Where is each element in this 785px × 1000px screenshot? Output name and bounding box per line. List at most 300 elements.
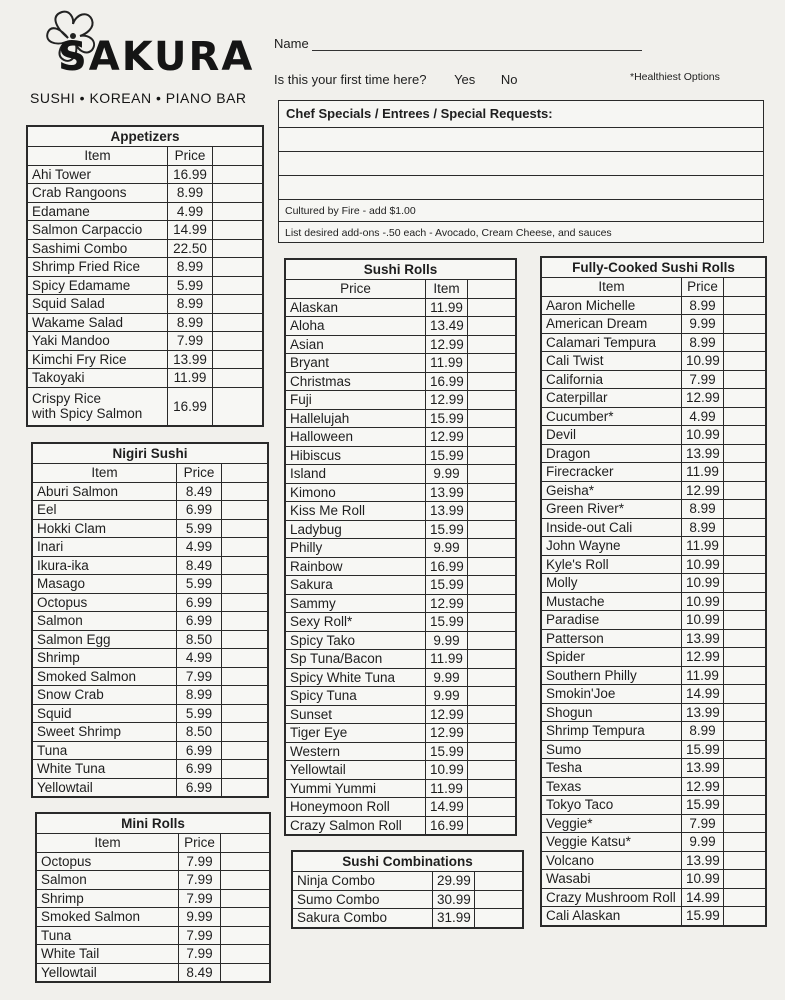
order-qty-cell[interactable] (724, 703, 766, 722)
menu-item-price: 10.99 (682, 574, 724, 593)
order-qty-cell[interactable] (468, 724, 516, 743)
menu-item-name: Texas (542, 777, 682, 796)
order-qty-cell[interactable] (468, 668, 516, 687)
order-qty-cell[interactable] (221, 871, 270, 890)
menu-item-name: Inari (33, 538, 177, 557)
specials-write-line[interactable] (279, 176, 763, 200)
menu-item-price: 13.99 (682, 444, 724, 463)
order-qty-cell[interactable] (213, 295, 263, 314)
menu-row (542, 500, 766, 519)
order-qty-cell[interactable] (468, 557, 516, 576)
menu-row (542, 685, 766, 704)
menu-item-name: Tuna (33, 741, 177, 760)
menu-row (286, 520, 516, 539)
order-qty-cell[interactable] (724, 518, 766, 537)
fully-cooked-title: Fully-Cooked Sushi Rolls (542, 258, 766, 278)
menu-row (286, 483, 516, 502)
order-qty-cell[interactable] (468, 816, 516, 835)
order-qty-cell[interactable] (468, 613, 516, 632)
menu-item-name: Sumo (542, 740, 682, 759)
menu-item-price: 8.99 (682, 518, 724, 537)
menu-item-price: 11.99 (682, 666, 724, 685)
cooked-price-header: Price (682, 278, 724, 297)
order-qty-cell[interactable] (222, 501, 268, 520)
nigiri-item-header: Item (33, 464, 177, 483)
menu-row (28, 295, 263, 314)
menu-item-name: Ikura-ika (33, 556, 177, 575)
menu-row (286, 705, 516, 724)
menu-row (542, 796, 766, 815)
menu-item-name: Halloween (286, 428, 426, 447)
order-qty-cell[interactable] (468, 446, 516, 465)
menu-item-name: Alaskan (286, 298, 426, 317)
menu-item-name: Island (286, 465, 426, 484)
specials-write-line[interactable] (279, 128, 763, 152)
menu-item-name: Octopus (37, 852, 179, 871)
menu-row (542, 555, 766, 574)
menu-item-price: 8.99 (168, 295, 213, 314)
menu-item-name: Takoyaki (28, 369, 168, 388)
menu-item-price: 9.99 (426, 465, 468, 484)
order-qty-cell[interactable] (724, 851, 766, 870)
menu-item-price: 4.99 (177, 538, 222, 557)
menu-item-name: Kimono (286, 483, 426, 502)
menu-item-name: Aaron Michelle (542, 296, 682, 315)
menu-row (542, 518, 766, 537)
mini-item-header: Item (37, 834, 179, 853)
order-qty-cell[interactable] (724, 592, 766, 611)
order-qty-cell[interactable] (724, 722, 766, 741)
order-qty-cell[interactable] (213, 369, 263, 388)
menu-item-price: 6.99 (177, 741, 222, 760)
menu-item-price: 7.99 (179, 852, 221, 871)
menu-row (33, 556, 268, 575)
cooked-item-header: Item (542, 278, 682, 297)
order-qty-cell[interactable] (222, 649, 268, 668)
order-qty-cell[interactable] (475, 890, 523, 909)
order-qty-cell[interactable] (221, 926, 270, 945)
order-qty-cell[interactable] (221, 889, 270, 908)
menu-item-price: 8.99 (682, 333, 724, 352)
menu-item-price: 13.99 (682, 703, 724, 722)
menu-row (542, 907, 766, 926)
menu-item-name: Calamari Tempura (542, 333, 682, 352)
order-qty-cell[interactable] (468, 428, 516, 447)
menu-item-price: 7.99 (179, 945, 221, 964)
menu-item-name: Dragon (542, 444, 682, 463)
menu-item-price: 4.99 (168, 202, 213, 221)
menu-item-name: Green River* (542, 500, 682, 519)
menu-row (542, 407, 766, 426)
order-qty-cell[interactable] (724, 759, 766, 778)
order-qty-cell[interactable] (724, 629, 766, 648)
menu-row (28, 332, 263, 351)
order-qty-cell[interactable] (724, 796, 766, 815)
menu-item-price: 6.99 (177, 593, 222, 612)
menu-row (286, 317, 516, 336)
menu-item-price: 9.99 (426, 687, 468, 706)
order-qty-cell[interactable] (213, 202, 263, 221)
menu-row (28, 239, 263, 258)
menu-item-price: 12.99 (682, 648, 724, 667)
menu-row (286, 428, 516, 447)
menu-item-price: 7.99 (682, 370, 724, 389)
order-qty-cell[interactable] (222, 556, 268, 575)
combinations-title: Sushi Combinations (293, 852, 523, 872)
order-qty-cell[interactable] (724, 296, 766, 315)
menu-item-price: 5.99 (177, 519, 222, 538)
menu-item-name: Sumo Combo (293, 890, 433, 909)
order-qty-cell[interactable] (468, 650, 516, 669)
menu-item-name: Shrimp (37, 889, 179, 908)
order-qty-cell[interactable] (468, 317, 516, 336)
menu-item-price: 12.99 (682, 389, 724, 408)
menu-item-price: 12.99 (426, 705, 468, 724)
fully-cooked-table (541, 257, 766, 926)
menu-row (542, 333, 766, 352)
name-field-line[interactable] (312, 38, 642, 51)
mini-rolls-table (36, 813, 270, 982)
order-qty-cell[interactable] (213, 332, 263, 351)
menu-item-price: 16.99 (168, 165, 213, 184)
order-qty-cell[interactable] (213, 258, 263, 277)
order-qty-cell[interactable] (724, 870, 766, 889)
menu-item-price: 12.99 (426, 391, 468, 410)
order-qty-cell[interactable] (221, 852, 270, 871)
menu-item-name: Shrimp Tempura (542, 722, 682, 741)
sushi-rolls-col2-header: Item (426, 280, 468, 299)
order-qty-cell[interactable] (724, 666, 766, 685)
menu-row (28, 369, 263, 388)
menu-item-price: 8.99 (168, 184, 213, 203)
order-qty-cell[interactable] (468, 798, 516, 817)
menu-row (542, 703, 766, 722)
order-qty-cell[interactable] (213, 165, 263, 184)
nigiri-qty-header (222, 464, 268, 483)
menu-item-name: Devil (542, 426, 682, 445)
order-qty-cell[interactable] (213, 387, 263, 425)
order-qty-cell[interactable] (468, 483, 516, 502)
menu-item-price: 14.99 (682, 888, 724, 907)
order-qty-cell[interactable] (468, 761, 516, 780)
menu-item-price: 31.99 (433, 909, 475, 928)
order-qty-cell[interactable] (468, 779, 516, 798)
menu-row (286, 557, 516, 576)
mini-rolls-title: Mini Rolls (37, 814, 270, 834)
menu-row (33, 704, 268, 723)
order-qty-cell[interactable] (468, 502, 516, 521)
menu-item-name: Tesha (542, 759, 682, 778)
order-qty-cell[interactable] (468, 372, 516, 391)
order-qty-cell[interactable] (724, 555, 766, 574)
order-qty-cell[interactable] (468, 742, 516, 761)
order-qty-cell[interactable] (221, 945, 270, 964)
order-qty-cell[interactable] (468, 354, 516, 373)
menu-item-price: 15.99 (426, 576, 468, 595)
order-qty-cell[interactable] (222, 723, 268, 742)
menu-item-name: Yaki Mandoo (28, 332, 168, 351)
menu-item-price: 10.99 (682, 352, 724, 371)
appetizers-table (27, 126, 263, 426)
menu-item-name: Sakura (286, 576, 426, 595)
menu-row (293, 909, 523, 928)
order-qty-cell[interactable] (222, 686, 268, 705)
menu-item-price: 16.99 (426, 816, 468, 835)
menu-item-name: Paradise (542, 611, 682, 630)
order-qty-cell[interactable] (468, 391, 516, 410)
order-qty-cell[interactable] (724, 814, 766, 833)
menu-item-price: 8.50 (177, 630, 222, 649)
order-qty-cell[interactable] (221, 908, 270, 927)
menu-row (542, 537, 766, 556)
order-qty-cell[interactable] (724, 740, 766, 759)
menu-row (286, 502, 516, 521)
menu-item-price: 7.99 (179, 889, 221, 908)
order-qty-cell[interactable] (724, 777, 766, 796)
order-qty-cell[interactable] (221, 963, 270, 982)
order-qty-cell[interactable] (222, 741, 268, 760)
menu-item-name: Veggie* (542, 814, 682, 833)
appetizers-qty-header (213, 147, 263, 166)
menu-item-price: 9.99 (426, 631, 468, 650)
menu-row (542, 814, 766, 833)
menu-item-price: 9.99 (426, 539, 468, 558)
menu-row (33, 593, 268, 612)
appetizers-price-header: Price (168, 147, 213, 166)
menu-item-name: Smoked Salmon (37, 908, 179, 927)
order-qty-cell[interactable] (222, 778, 268, 797)
order-qty-cell[interactable] (724, 574, 766, 593)
order-qty-cell[interactable] (468, 409, 516, 428)
order-qty-cell[interactable] (724, 537, 766, 556)
menu-row (28, 221, 263, 240)
order-qty-cell[interactable] (724, 370, 766, 389)
order-qty-cell[interactable] (222, 630, 268, 649)
order-qty-cell[interactable] (222, 612, 268, 631)
order-qty-cell[interactable] (222, 704, 268, 723)
order-qty-cell[interactable] (475, 872, 523, 891)
order-qty-cell[interactable] (222, 760, 268, 779)
order-qty-cell[interactable] (468, 298, 516, 317)
menu-row (542, 370, 766, 389)
menu-row (542, 666, 766, 685)
order-qty-cell[interactable] (724, 611, 766, 630)
menu-item-name: Yellowtail (286, 761, 426, 780)
menu-item-name: John Wayne (542, 537, 682, 556)
menu-item-name: Ninja Combo (293, 872, 433, 891)
order-qty-cell[interactable] (724, 407, 766, 426)
crispy-rice-price: 16.99 (168, 387, 213, 425)
specials-write-line[interactable] (279, 152, 763, 176)
menu-item-price: 8.49 (179, 963, 221, 982)
order-qty-cell[interactable] (468, 631, 516, 650)
menu-item-name: Crab Rangoons (28, 184, 168, 203)
combinations-table (292, 851, 523, 928)
order-qty-cell[interactable] (724, 389, 766, 408)
menu-item-price: 6.99 (177, 612, 222, 631)
menu-item-price: 13.99 (168, 350, 213, 369)
menu-row (286, 761, 516, 780)
menu-item-name: Caterpillar (542, 389, 682, 408)
menu-item-price: 5.99 (177, 575, 222, 594)
menu-item-name: Kyle's Roll (542, 555, 682, 574)
menu-item-name: Mustache (542, 592, 682, 611)
menu-item-price: 22.50 (168, 239, 213, 258)
menu-item-price: 10.99 (682, 870, 724, 889)
order-qty-cell[interactable] (468, 539, 516, 558)
first-time-no[interactable]: No (500, 72, 518, 87)
order-qty-cell[interactable] (724, 315, 766, 334)
menu-item-price: 15.99 (682, 796, 724, 815)
order-qty-cell[interactable] (213, 221, 263, 240)
menu-row (542, 777, 766, 796)
menu-item-price: 14.99 (426, 798, 468, 817)
menu-item-price: 11.99 (426, 354, 468, 373)
order-qty-cell[interactable] (468, 465, 516, 484)
order-qty-cell[interactable] (724, 500, 766, 519)
menu-row (542, 722, 766, 741)
menu-item-price: 15.99 (426, 446, 468, 465)
menu-row (33, 723, 268, 742)
order-qty-cell[interactable] (724, 888, 766, 907)
order-qty-cell[interactable] (213, 350, 263, 369)
menu-item-name: Shogun (542, 703, 682, 722)
order-qty-cell[interactable] (724, 352, 766, 371)
order-qty-cell[interactable] (222, 519, 268, 538)
menu-item-price: 12.99 (426, 724, 468, 743)
menu-row (286, 594, 516, 613)
menu-row (37, 871, 270, 890)
menu-item-name: Tiger Eye (286, 724, 426, 743)
order-qty-cell[interactable] (724, 463, 766, 482)
menu-row (286, 446, 516, 465)
order-qty-cell[interactable] (724, 481, 766, 500)
addons-note: List desired add-ons -.50 each - Avocado, Cream Cheese, and sauces (285, 227, 612, 239)
menu-item-name: Tuna (37, 926, 179, 945)
order-qty-cell[interactable] (468, 594, 516, 613)
order-qty-cell[interactable] (468, 576, 516, 595)
first-time-yes[interactable]: Yes (454, 72, 476, 87)
order-qty-cell[interactable] (724, 333, 766, 352)
order-qty-cell[interactable] (222, 667, 268, 686)
menu-item-price: 16.99 (426, 557, 468, 576)
menu-row (542, 648, 766, 667)
menu-item-name: Yummi Yummi (286, 779, 426, 798)
menu-item-name: Sakura Combo (293, 909, 433, 928)
order-qty-cell[interactable] (222, 575, 268, 594)
menu-item-name: Yellowtail (33, 778, 177, 797)
menu-item-name: Spicy Tako (286, 631, 426, 650)
menu-row (542, 444, 766, 463)
menu-item-price: 16.99 (426, 372, 468, 391)
menu-item-price: 7.99 (168, 332, 213, 351)
menu-item-name: Ahi Tower (28, 165, 168, 184)
menu-item-price: 12.99 (682, 777, 724, 796)
order-qty-cell[interactable] (724, 426, 766, 445)
order-qty-cell[interactable] (475, 909, 523, 928)
menu-item-price: 15.99 (682, 907, 724, 926)
menu-item-name: Spicy Tuna (286, 687, 426, 706)
order-qty-cell[interactable] (724, 685, 766, 704)
menu-row (33, 649, 268, 668)
menu-item-name: Squid (33, 704, 177, 723)
order-qty-cell[interactable] (468, 687, 516, 706)
menu-item-price: 10.99 (682, 592, 724, 611)
order-qty-cell[interactable] (468, 705, 516, 724)
order-qty-cell[interactable] (213, 239, 263, 258)
menu-row (286, 298, 516, 317)
order-qty-cell[interactable] (222, 482, 268, 501)
menu-item-name: Rainbow (286, 557, 426, 576)
menu-item-name: Shrimp (33, 649, 177, 668)
menu-item-price: 12.99 (426, 335, 468, 354)
menu-row (542, 574, 766, 593)
menu-item-name: Cali Twist (542, 352, 682, 371)
menu-item-price: 13.99 (426, 483, 468, 502)
menu-row (542, 426, 766, 445)
mini-qty-header (221, 834, 270, 853)
menu-row (286, 539, 516, 558)
menu-item-name: Inside-out Cali (542, 518, 682, 537)
menu-item-name: California (542, 370, 682, 389)
order-qty-cell[interactable] (213, 184, 263, 203)
order-qty-cell[interactable] (724, 648, 766, 667)
menu-item-price: 5.99 (177, 704, 222, 723)
menu-row (286, 354, 516, 373)
menu-row (293, 890, 523, 909)
menu-item-name: Yellowtail (37, 963, 179, 982)
order-qty-cell[interactable] (468, 335, 516, 354)
menu-item-name: Octopus (33, 593, 177, 612)
menu-item-price: 15.99 (426, 409, 468, 428)
order-qty-cell[interactable] (213, 313, 263, 332)
menu-row (542, 611, 766, 630)
menu-row (542, 352, 766, 371)
order-qty-cell[interactable] (724, 833, 766, 852)
order-qty-cell[interactable] (213, 276, 263, 295)
mini-price-header: Price (179, 834, 221, 853)
order-qty-cell[interactable] (468, 520, 516, 539)
menu-item-price: 8.50 (177, 723, 222, 742)
menu-item-price: 11.99 (682, 463, 724, 482)
menu-row (28, 202, 263, 221)
menu-item-price: 9.99 (179, 908, 221, 927)
menu-item-name: Cali Alaskan (542, 907, 682, 926)
menu-row (286, 613, 516, 632)
menu-item-price: 7.99 (179, 871, 221, 890)
menu-item-name: Volcano (542, 851, 682, 870)
menu-item-price: 15.99 (426, 742, 468, 761)
brand-name: SAKURA (58, 34, 255, 80)
menu-row (286, 742, 516, 761)
menu-item-price: 13.99 (682, 629, 724, 648)
order-qty-cell[interactable] (222, 538, 268, 557)
sushi-rolls-title: Sushi Rolls (286, 260, 516, 280)
menu-row (286, 779, 516, 798)
menu-row (286, 465, 516, 484)
chef-specials-box (278, 100, 764, 243)
order-qty-cell[interactable] (724, 444, 766, 463)
menu-row (286, 687, 516, 706)
menu-row (33, 575, 268, 594)
menu-item-price: 15.99 (426, 613, 468, 632)
menu-item-name: Aloha (286, 317, 426, 336)
menu-item-name: Christmas (286, 372, 426, 391)
order-qty-cell[interactable] (724, 907, 766, 926)
order-qty-cell[interactable] (222, 593, 268, 612)
menu-row (542, 759, 766, 778)
menu-row (37, 926, 270, 945)
